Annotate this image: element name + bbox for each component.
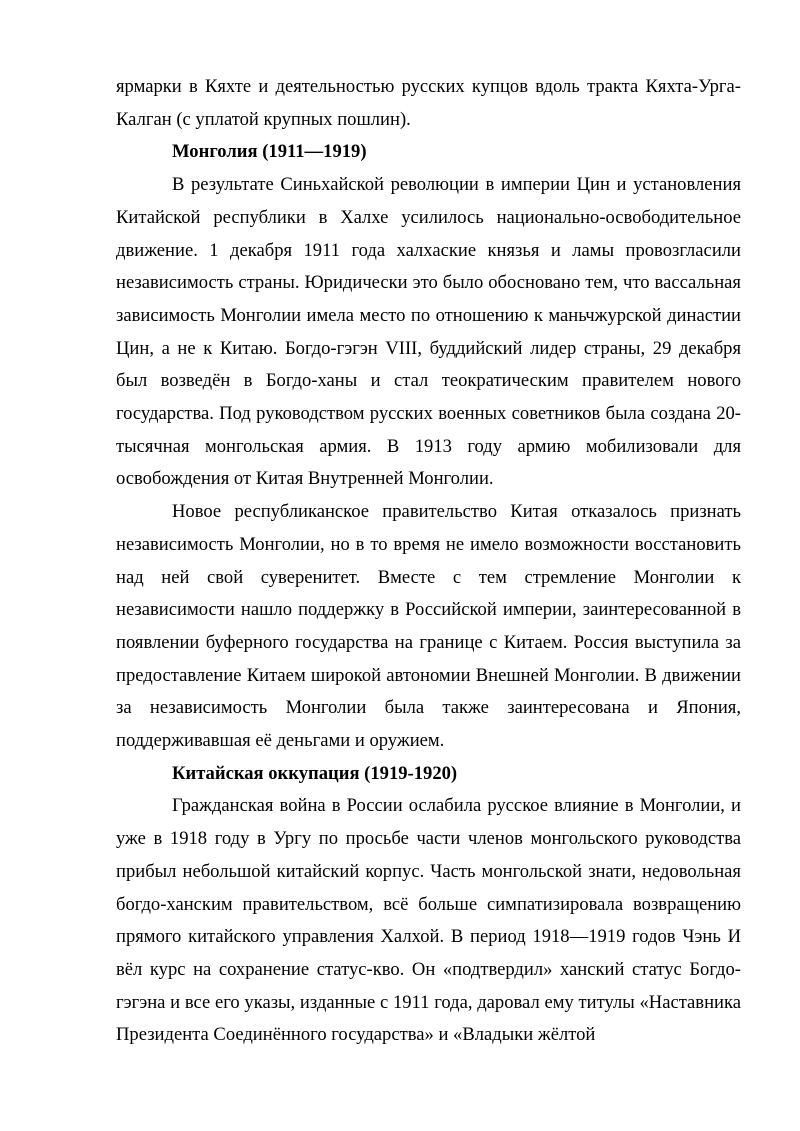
paragraph-mongolia-2: Новое республиканское правительство Китая отказалось признать независимость Монголии, но в то время не имело возможности восстановить над ней свой суверенитет. Вместе с тем стремление Монголии к независимости нашло поддержку в Российской империи, заинтересованной в появлении буферного государства на границе с Китаем. Россия выступила за предоставление Китаем широкой автономии Внешней Монголии. В движении за независимость Монголии была также заинтересована и Япония, поддерживавшая её деньгами и оружием. — [116, 501, 741, 752]
section-heading-occupation: Китайская оккупация (1919-1920) — [172, 762, 458, 784]
paragraph-intro: ярмарки в Кяхте и деятельностью русских купцов вдоль тракта Кяхта-Урга-Калган (с уплатой крупных пошлин). — [116, 76, 741, 130]
section-heading-mongolia: Монголия (1911—1919) — [172, 141, 367, 163]
paragraph-mongolia-1: В результате Синьхайской революции в империи Цин и установления Китайской республики в Халхе усилилось национально-освободительное движение. 1 декабря 1911 года халхаские князья и ламы провозгласили независимость страны. Юридически это было обосновано тем, что вассальная зависимость Монголии имела место по отношению к маньчжурской династии Цин, а не к Китаю. Богдо-гэгэн VIII, буддийский лидер страны, 29 декабря был возведён в Богдо-ханы и стал теократическим правителем нового государства. Под руководством русских военных советников была создана 20-тысячная монгольская армия. В 1913 году армию мобилизовали для освобождения от Китая Внутренней Монголии. — [116, 174, 741, 490]
page-content — [116, 71, 741, 1052]
paragraph-occupation: Гражданская война в России ослабила русское влияние в Монголии, и уже в 1918 году в Ургу по просьбе части членов монгольского руководства прибыл небольшой китайский корпус. Часть монгольской знати, недовольная богдо-ханским правительством, всё больше симпатизировала возвращению прямого китайского управления Халхой. В период 1918—1919 годов Чэнь И вёл курс на сохранение статус-кво. Он «подтвердил» ханский статус Богдо-гэгэна и все его указы, изданные с 1911 года, даровал ему титулы «Наставника Президента Соединённого государства» и «Владыки жёлтой — [116, 795, 741, 1046]
